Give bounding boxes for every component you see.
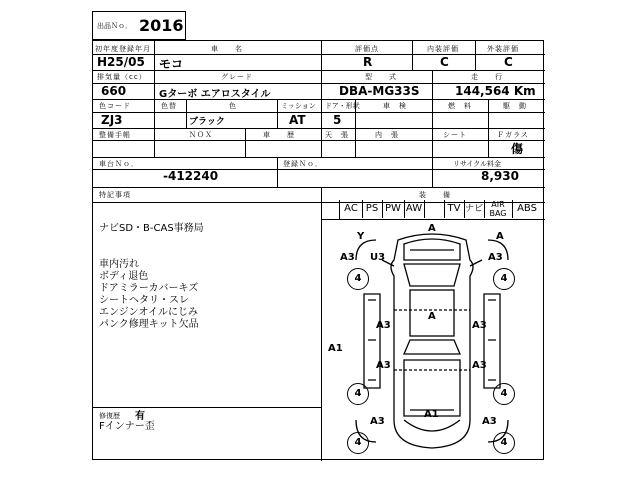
tire-front-left-icon: 4: [347, 268, 369, 290]
note-line: ナビSD・B-CAS事務局: [99, 223, 204, 234]
mark-rear-quarter-right: A3: [482, 416, 497, 427]
exterior-score-value: C: [504, 55, 513, 69]
equipment-ps: PS: [362, 200, 383, 218]
transmission-value: AT: [289, 113, 306, 127]
vehicle-history-label: 車 歴: [263, 131, 295, 139]
chassis-number-value: -412240: [163, 169, 219, 183]
exterior-score-label: 外装評価: [487, 45, 519, 53]
grade-label: グレード: [221, 73, 253, 81]
color-label: 色: [229, 102, 237, 110]
repair-history-value: 有: [135, 411, 145, 422]
tire-rear-left-icon: 4: [347, 383, 369, 405]
transmission-label: ミッション: [281, 102, 316, 110]
chassis-number-label: 車台Ｎｏ．: [99, 160, 139, 168]
maintenance-book-label: 整備手帳: [99, 131, 131, 139]
mark-rear-quarter-left: A3: [370, 416, 385, 427]
interior-trim-label: 内 張: [375, 131, 399, 139]
doors-value: 5: [333, 113, 342, 127]
mark-windshield: U3: [370, 252, 386, 263]
reg-date-value: H25/05: [97, 55, 145, 69]
repair-note: Fインナー歪: [99, 421, 155, 432]
recycle-fee-label: リサイクル料金: [453, 160, 502, 168]
reg-date-label: 初年度登録年月: [95, 45, 151, 53]
car-name-label: 車 名: [211, 45, 243, 53]
notes-label: 特記事項: [99, 191, 131, 199]
note-line: 車内汚れ: [99, 259, 139, 270]
tire-rear-right-icon: 4: [493, 383, 515, 405]
displacement-value: 660: [101, 84, 127, 98]
windshield-value: 傷: [511, 142, 524, 156]
lot-number-box: [92, 11, 186, 40]
color-value: ブラック: [189, 117, 225, 127]
mark-right-fender: A3: [488, 252, 503, 263]
note-line: エンジンオイルにじみ: [99, 307, 198, 318]
tire-spare-right-icon: 4: [493, 432, 515, 454]
equipment-blank: [424, 200, 445, 218]
equipment-aw: AW: [404, 200, 425, 218]
equipment-airbag: AIR BAG: [484, 200, 513, 218]
equipment-tv: TV: [444, 200, 465, 218]
mileage-value: 144,564 Km: [455, 84, 536, 98]
mark-roof: A: [428, 311, 436, 322]
equipment-abs: ABS: [517, 203, 537, 214]
nox-label: ＮＯＸ: [189, 131, 213, 139]
mark-left-fender: A3: [340, 252, 355, 263]
lot-number-value: 2016: [139, 16, 184, 35]
equipment-pw: PW: [382, 200, 405, 218]
note-line: シートヘタリ・スレ: [99, 295, 189, 306]
mark-front-hood: A: [428, 223, 436, 234]
color-code-value: ZJ3: [101, 113, 123, 127]
mark-door-front-right: A3: [472, 320, 487, 331]
seat-label: シート: [443, 131, 467, 139]
mark-left-side: A1: [328, 343, 343, 354]
drive-label: 駆 動: [503, 102, 527, 110]
doors-label: ドア・形状: [325, 102, 360, 110]
recycle-fee-value: 8,930: [481, 169, 519, 183]
fuel-label: 燃 料: [448, 102, 472, 110]
model-code-label: 型 式: [365, 73, 397, 81]
note-line: ドアミラーカバーキズ: [99, 283, 199, 294]
headliner-label: 天 張: [325, 131, 349, 139]
inspection-label: 車 検: [383, 102, 407, 110]
tire-spare-left-icon: 4: [347, 432, 369, 454]
equipment-navi: ナビ: [464, 200, 485, 218]
tire-front-right-icon: 4: [493, 268, 515, 290]
mileage-label: 走 行: [471, 73, 503, 81]
windshield-label: Ｆガラス: [497, 131, 529, 139]
mark-front-right: A: [496, 231, 504, 242]
mark-door-rear-right: A3: [472, 360, 487, 371]
displacement-label: 排気量（cc）: [97, 73, 147, 81]
equipment-row: [340, 200, 544, 220]
model-code-value: DBA-MG33S: [339, 84, 420, 98]
equipment-label: 装 備: [419, 191, 451, 199]
car-name-value: モコ: [159, 57, 184, 71]
equipment-spacer: [320, 200, 340, 220]
grade-value: Gターボ エアロスタイル: [159, 89, 271, 100]
note-line: パンク修理キット欠品: [99, 319, 199, 330]
mark-door-rear-left: A3: [376, 360, 391, 371]
score-value: R: [363, 55, 373, 69]
equipment-ac: AC: [340, 200, 363, 218]
note-line: ボディ退色: [99, 271, 149, 282]
mark-rear: A1: [424, 409, 439, 420]
interior-score-label: 内装評価: [427, 45, 459, 53]
repaint-label: 色替: [161, 102, 177, 110]
lot-number-label: 出品Ｎｏ．: [97, 22, 132, 30]
interior-score-value: C: [440, 55, 449, 69]
registration-number-label: 登録Ｎｏ．: [283, 160, 323, 168]
score-label: 評価点: [355, 45, 379, 53]
color-code-label: 色コード: [99, 102, 131, 110]
mark-front-left: Y: [357, 231, 365, 242]
repair-history-label: 修復歴: [99, 412, 120, 420]
mark-door-front-left: A3: [376, 320, 391, 331]
